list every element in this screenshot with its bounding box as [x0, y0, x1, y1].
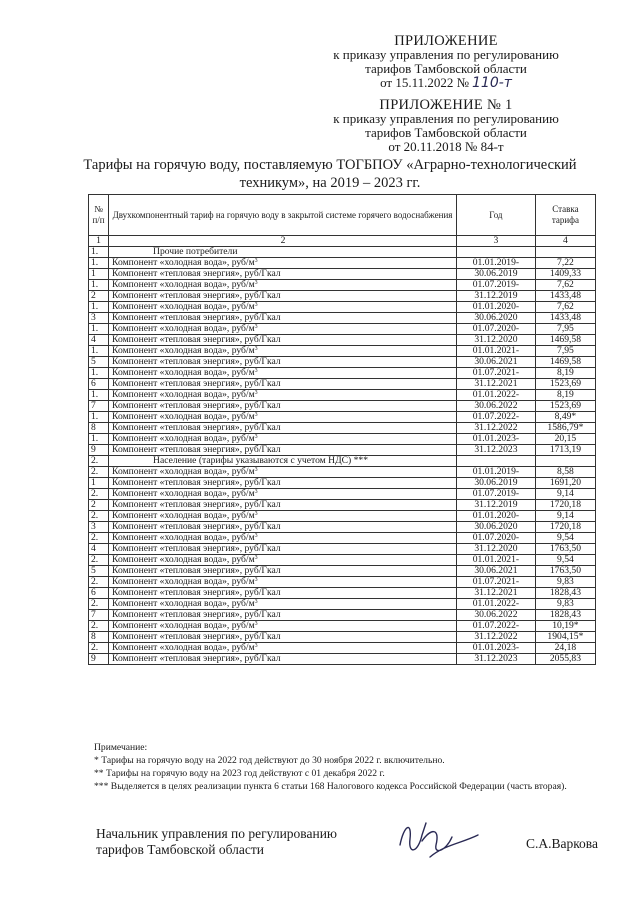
table-row [89, 478, 596, 489]
rate-cold-water: 7,62 [535, 302, 595, 313]
table-row [89, 423, 596, 434]
table-row [89, 324, 596, 335]
document-title: Тарифы на горячую воду, поставляемую ТОГБПОУ «Аграрно-технологический техникум», на 2019 – 2023 гг. [83, 157, 577, 191]
component-heat-energy: Компонент «тепловая энергия», руб/Гкал [109, 610, 457, 621]
row-subnumber: 7 [89, 610, 109, 621]
table-row [89, 302, 596, 313]
period-end: 30.06.2020 [456, 313, 535, 324]
row-number: 2. [89, 467, 109, 478]
section-label: Население (тарифы указываются с учетом НДС) *** [109, 456, 457, 467]
period-start: 01.01.2023- [456, 434, 535, 445]
component-cold-water [109, 412, 457, 423]
row-subnumber: 6 [89, 379, 109, 390]
rate-heat-energy: 1720,18 [535, 500, 595, 511]
table-row [89, 291, 596, 302]
signatory-line-2: тарифов Тамбовской области [96, 842, 264, 857]
table-row [89, 401, 596, 412]
unit-exponent: 3 [254, 599, 258, 605]
appendix-date: от 15.11.2022 № [380, 75, 469, 90]
row-subnumber: 5 [89, 357, 109, 368]
component-cold-water [109, 533, 457, 544]
component-cold-water [109, 346, 457, 357]
period-end: 30.06.2020 [456, 522, 535, 533]
component-heat-energy: Компонент «тепловая энергия», руб/Гкал [109, 423, 457, 434]
col-header-year: Год [456, 195, 535, 236]
unit-exponent: 3 [254, 390, 258, 396]
rate-heat-energy: 1763,50 [535, 544, 595, 555]
rate-heat-energy: 1523,69 [535, 379, 595, 390]
row-number: 1. [89, 280, 109, 291]
component-label: Компонент «холодная вода», руб/м [112, 389, 255, 400]
period-start: 01.01.2022- [456, 390, 535, 401]
component-cold-water [109, 280, 457, 291]
period-end: 31.12.2020 [456, 335, 535, 346]
component-label: Компонент «холодная вода», руб/м [112, 488, 255, 499]
table-row [89, 346, 596, 357]
component-cold-water [109, 555, 457, 566]
appendix-title: ПРИЛОЖЕНИЕ [394, 33, 498, 49]
component-label: Компонент «холодная вода», руб/м [112, 532, 255, 543]
component-label: Компонент «холодная вода», руб/м [112, 345, 255, 356]
section-row-population [89, 456, 596, 467]
rate-heat-energy: 1523,69 [535, 401, 595, 412]
row-subnumber: 3 [89, 522, 109, 533]
period-end: 31.12.2021 [456, 588, 535, 599]
appendix-line-1: к приказу управления по регулированию [333, 47, 559, 62]
table-row [89, 588, 596, 599]
note-1: * Тарифы на горячую воду на 2022 год действуют до 30 ноября 2022 г. включительно. [94, 755, 445, 766]
component-cold-water [109, 643, 457, 654]
notes [94, 741, 594, 793]
table-row [89, 533, 596, 544]
appendix-date-line [296, 76, 596, 90]
signatory-title [96, 826, 337, 858]
table-row [89, 566, 596, 577]
period-end: 30.06.2019 [456, 269, 535, 280]
period-start: 01.01.2020- [456, 302, 535, 313]
appendix-1-line-2: тарифов Тамбовской области [365, 125, 527, 140]
component-cold-water [109, 302, 457, 313]
row-number: 1. [89, 258, 109, 269]
rate-heat-energy: 1433,48 [535, 291, 595, 302]
row-number: 1. [89, 302, 109, 313]
table-row [89, 511, 596, 522]
unit-exponent: 3 [254, 302, 258, 308]
unit-exponent: 3 [254, 467, 258, 473]
table-row [89, 632, 596, 643]
appendix-1-title: ПРИЛОЖЕНИЕ № 1 [379, 97, 513, 113]
component-label: Компонент «холодная вода», руб/м [112, 510, 255, 521]
period-end: 31.12.2020 [456, 544, 535, 555]
component-label: Компонент «холодная вода», руб/м [112, 411, 255, 422]
component-heat-energy: Компонент «тепловая энергия», руб/Гкал [109, 269, 457, 280]
tariff-table [88, 194, 596, 665]
col-header-number: № п/п [89, 195, 109, 236]
period-end: 31.12.2023 [456, 654, 535, 665]
table-row [89, 280, 596, 291]
period-end: 30.06.2022 [456, 401, 535, 412]
row-number: 2. [89, 555, 109, 566]
component-heat-energy: Компонент «тепловая энергия», руб/Гкал [109, 654, 457, 665]
col-number: 2 [109, 236, 457, 247]
row-number: 2. [89, 577, 109, 588]
component-heat-energy: Компонент «тепловая энергия», руб/Гкал [109, 445, 457, 456]
note-3: *** Выделяется в целях реализации пункта 6 статьи 168 Налогового кодекса Российской Федерации (часть вторая). [94, 781, 567, 792]
row-subnumber: 1 [89, 478, 109, 489]
component-label: Компонент «холодная вода», руб/м [112, 466, 255, 477]
component-heat-energy: Компонент «тепловая энергия», руб/Гкал [109, 291, 457, 302]
component-heat-energy: Компонент «тепловая энергия», руб/Гкал [109, 566, 457, 577]
table-row [89, 258, 596, 269]
component-cold-water [109, 434, 457, 445]
component-heat-energy: Компонент «тепловая энергия», руб/Гкал [109, 500, 457, 511]
row-number: 2. [89, 621, 109, 632]
unit-exponent: 3 [254, 555, 258, 561]
table-row [89, 599, 596, 610]
component-heat-energy: Компонент «тепловая энергия», руб/Гкал [109, 357, 457, 368]
table-row [89, 269, 596, 280]
rate-heat-energy: 1828,43 [535, 610, 595, 621]
table-row [89, 412, 596, 423]
rate-cold-water: 7,62 [535, 280, 595, 291]
row-number: 2. [89, 643, 109, 654]
unit-exponent: 3 [254, 434, 258, 440]
col-number: 3 [456, 236, 535, 247]
component-cold-water [109, 324, 457, 335]
table-row [89, 522, 596, 533]
row-subnumber: 5 [89, 566, 109, 577]
component-label: Компонент «холодная вода», руб/м [112, 367, 255, 378]
row-subnumber: 9 [89, 654, 109, 665]
row-subnumber: 9 [89, 445, 109, 456]
table-row [89, 621, 596, 632]
unit-exponent: 3 [254, 280, 258, 286]
period-start: 01.01.2023- [456, 643, 535, 654]
table-row [89, 544, 596, 555]
rate-heat-energy: 1713,19 [535, 445, 595, 456]
appendix-1-date: от 20.11.2018 № 84-т [388, 139, 504, 154]
section-label: Прочие потребители [109, 247, 457, 258]
table-row [89, 654, 596, 665]
table-row [89, 555, 596, 566]
period-start: 01.01.2019- [456, 467, 535, 478]
component-heat-energy: Компонент «тепловая энергия», руб/Гкал [109, 588, 457, 599]
row-subnumber: 3 [89, 313, 109, 324]
component-label: Компонент «холодная вода», руб/м [112, 323, 255, 334]
table-row [89, 610, 596, 621]
component-label: Компонент «холодная вода», руб/м [112, 257, 255, 268]
rate-cold-water: 8,58 [535, 467, 595, 478]
component-label: Компонент «холодная вода», руб/м [112, 620, 255, 631]
table-body [89, 236, 596, 665]
note-2: ** Тарифы на горячую воду на 2023 год действуют с 01 декабря 2022 г. [94, 768, 385, 779]
rate-heat-energy: 1586,79* [535, 423, 595, 434]
rate-heat-energy: 1409,33 [535, 269, 595, 280]
col-header-tariff: Двухкомпонентный тариф на горячую воду в закрытой системе горячего водоснабжения [109, 195, 457, 236]
row-number: 1. [89, 390, 109, 401]
component-heat-energy: Компонент «тепловая энергия», руб/Гкал [109, 632, 457, 643]
period-end: 30.06.2019 [456, 478, 535, 489]
period-start: 01.01.2021- [456, 555, 535, 566]
unit-exponent: 3 [254, 621, 258, 627]
row-subnumber: 8 [89, 632, 109, 643]
unit-exponent: 3 [254, 577, 258, 583]
table-row [89, 379, 596, 390]
component-label: Компонент «холодная вода», руб/м [112, 279, 255, 290]
component-heat-energy: Компонент «тепловая энергия», руб/Гкал [109, 544, 457, 555]
unit-exponent: 3 [254, 533, 258, 539]
period-start: 01.07.2019- [456, 489, 535, 500]
period-start: 01.01.2021- [456, 346, 535, 357]
component-label: Компонент «холодная вода», руб/м [112, 554, 255, 565]
period-start: 01.01.2020- [456, 511, 535, 522]
rate-heat-energy: 1904,15* [535, 632, 595, 643]
table-row [89, 368, 596, 379]
row-subnumber: 7 [89, 401, 109, 412]
table-row [89, 489, 596, 500]
rate-cold-water: 8,19 [535, 368, 595, 379]
component-cold-water [109, 489, 457, 500]
period-end: 31.12.2022 [456, 632, 535, 643]
section-number: 2. [89, 456, 109, 467]
row-number: 1. [89, 346, 109, 357]
rate-heat-energy: 1433,48 [535, 313, 595, 324]
period-end: 31.12.2019 [456, 500, 535, 511]
component-label: Компонент «холодная вода», руб/м [112, 642, 255, 653]
unit-exponent: 3 [254, 258, 258, 264]
row-number: 1. [89, 412, 109, 423]
component-cold-water [109, 577, 457, 588]
notes-title: Примечание: [94, 742, 148, 753]
component-heat-energy: Компонент «тепловая энергия», руб/Гкал [109, 379, 457, 390]
rate-heat-energy: 2055,83 [535, 654, 595, 665]
row-number: 1. [89, 368, 109, 379]
rate-cold-water: 9,14 [535, 489, 595, 500]
component-cold-water [109, 621, 457, 632]
table-row [89, 335, 596, 346]
rate-cold-water: 7,22 [535, 258, 595, 269]
rate-cold-water: 9,83 [535, 577, 595, 588]
rate-cold-water: 24,18 [535, 643, 595, 654]
row-subnumber: 4 [89, 544, 109, 555]
rate-cold-water: 20,15 [535, 434, 595, 445]
rate-heat-energy: 1828,43 [535, 588, 595, 599]
component-heat-energy: Компонент «тепловая энергия», руб/Гкал [109, 478, 457, 489]
col-number: 1 [89, 236, 109, 247]
row-number: 1. [89, 434, 109, 445]
rate-heat-energy: 1469,58 [535, 357, 595, 368]
rate-cold-water: 9,54 [535, 555, 595, 566]
period-start: 01.07.2019- [456, 280, 535, 291]
period-start: 01.07.2022- [456, 412, 535, 423]
table-row [89, 445, 596, 456]
appendix-1-header [296, 98, 596, 154]
unit-exponent: 3 [254, 511, 258, 517]
period-start: 01.01.2019- [456, 258, 535, 269]
period-end: 30.06.2021 [456, 566, 535, 577]
rate-cold-water: 8,19 [535, 390, 595, 401]
appendix-header [296, 34, 596, 90]
rate-cold-water: 9,54 [535, 533, 595, 544]
period-end: 30.06.2022 [456, 610, 535, 621]
component-heat-energy: Компонент «тепловая энергия», руб/Гкал [109, 522, 457, 533]
component-heat-energy: Компонент «тепловая энергия», руб/Гкал [109, 335, 457, 346]
component-label: Компонент «холодная вода», руб/м [112, 598, 255, 609]
period-start: 01.07.2021- [456, 577, 535, 588]
component-label: Компонент «холодная вода», руб/м [112, 433, 255, 444]
appendix-line-2: тарифов Тамбовской области [365, 61, 527, 76]
table-row [89, 357, 596, 368]
signatory-line-1: Начальник управления по регулированию [96, 826, 338, 841]
component-cold-water [109, 599, 457, 610]
row-number: 2. [89, 511, 109, 522]
rate-cold-water: 7,95 [535, 346, 595, 357]
unit-exponent: 3 [254, 489, 258, 495]
component-cold-water [109, 258, 457, 269]
table-row [89, 434, 596, 445]
row-subnumber: 8 [89, 423, 109, 434]
period-start: 01.07.2020- [456, 324, 535, 335]
table-row [89, 500, 596, 511]
section-row-other-consumers [89, 247, 596, 258]
component-cold-water [109, 390, 457, 401]
row-number: 1. [89, 324, 109, 335]
unit-exponent: 3 [254, 643, 258, 649]
period-end: 31.12.2023 [456, 445, 535, 456]
unit-exponent: 3 [254, 368, 258, 374]
rate-cold-water: 10,19* [535, 621, 595, 632]
rate-cold-water: 7,95 [535, 324, 595, 335]
period-end: 31.12.2022 [456, 423, 535, 434]
row-subnumber: 6 [89, 588, 109, 599]
appendix-1-line-1: к приказу управления по регулированию [333, 111, 559, 126]
period-start: 01.07.2021- [456, 368, 535, 379]
table-row [89, 467, 596, 478]
period-start: 01.01.2022- [456, 599, 535, 610]
column-numbers-row [89, 236, 596, 247]
col-header-rate: Ставка тарифа [535, 195, 595, 236]
component-cold-water [109, 511, 457, 522]
rate-heat-energy: 1691,20 [535, 478, 595, 489]
signatory-name: С.А.Варкова [525, 836, 598, 851]
component-label: Компонент «холодная вода», руб/м [112, 301, 255, 312]
rate-heat-energy: 1469,58 [535, 335, 595, 346]
component-cold-water [109, 467, 457, 478]
col-number: 4 [535, 236, 595, 247]
row-subnumber: 2 [89, 500, 109, 511]
table-row [89, 577, 596, 588]
rate-cold-water: 9,14 [535, 511, 595, 522]
handwritten-order-number: 110-т [472, 75, 512, 91]
period-start: 01.07.2020- [456, 533, 535, 544]
handwritten-signature [392, 815, 482, 861]
period-start: 01.07.2022- [456, 621, 535, 632]
row-subnumber: 4 [89, 335, 109, 346]
row-number: 2. [89, 599, 109, 610]
row-subnumber: 2 [89, 291, 109, 302]
component-heat-energy: Компонент «тепловая энергия», руб/Гкал [109, 313, 457, 324]
unit-exponent: 3 [254, 346, 258, 352]
period-end: 31.12.2019 [456, 291, 535, 302]
rate-cold-water: 8,49* [535, 412, 595, 423]
rate-cold-water: 9,83 [535, 599, 595, 610]
section-number: 1. [89, 247, 109, 258]
table-row [89, 313, 596, 324]
table-row [89, 390, 596, 401]
row-number: 2. [89, 489, 109, 500]
unit-exponent: 3 [254, 324, 258, 330]
period-end: 31.12.2021 [456, 379, 535, 390]
component-cold-water [109, 368, 457, 379]
unit-exponent: 3 [254, 412, 258, 418]
row-number: 2. [89, 533, 109, 544]
component-heat-energy: Компонент «тепловая энергия», руб/Гкал [109, 401, 457, 412]
component-label: Компонент «холодная вода», руб/м [112, 576, 255, 587]
rate-heat-energy: 1720,18 [535, 522, 595, 533]
row-subnumber: 1 [89, 269, 109, 280]
period-end: 30.06.2021 [456, 357, 535, 368]
table-row [89, 643, 596, 654]
rate-heat-energy: 1763,50 [535, 566, 595, 577]
